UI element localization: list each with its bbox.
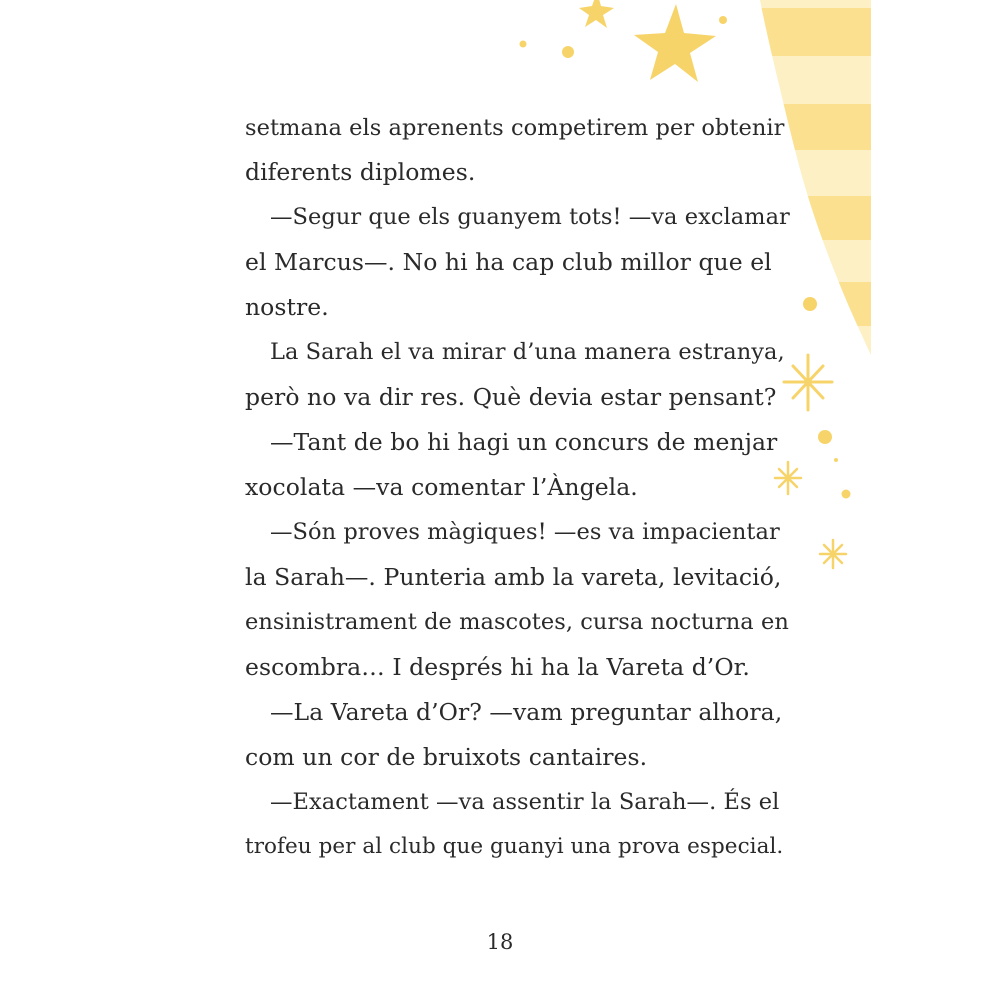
text-line: —Exactament —va assentir la Sarah—. És el bbox=[270, 789, 780, 815]
text-line: ensinistrament de mascotes, cursa nocturna en bbox=[245, 609, 789, 635]
text-line: la Sarah—. Punteria amb la vareta, levitació, bbox=[245, 563, 782, 591]
text-line: però no va dir res. Què devia estar pensant? bbox=[245, 383, 777, 411]
text-line: nostre. bbox=[245, 293, 329, 321]
text-line: —Tant de bo hi hagi un concurs de menjar bbox=[270, 428, 778, 456]
text-line: com un cor de bruixots cantaires. bbox=[245, 743, 648, 771]
text-line: trofeu per al club que guanyi una prova especial. bbox=[245, 834, 784, 859]
text-line: —La Vareta d’Or? —vam preguntar alhora, bbox=[270, 698, 783, 726]
text-line: xocolata —va comentar l’Àngela. bbox=[245, 473, 638, 501]
text-line: el Marcus—. No hi ha cap club millor que el bbox=[245, 248, 772, 276]
text-line: setmana els aprenents competirem per obtenir bbox=[245, 115, 785, 141]
text-line: escombra… I després hi ha la Vareta d’Or. bbox=[245, 653, 750, 681]
text-line: diferents diplomes. bbox=[245, 158, 476, 186]
text-line: La Sarah el va mirar d’una manera estranya, bbox=[270, 339, 785, 365]
text-line: —Segur que els guanyem tots! —va exclamar bbox=[270, 204, 790, 230]
text-line: —Són proves màgiques! —es va impacientar bbox=[270, 519, 780, 545]
page-number: 18 bbox=[486, 930, 514, 954]
